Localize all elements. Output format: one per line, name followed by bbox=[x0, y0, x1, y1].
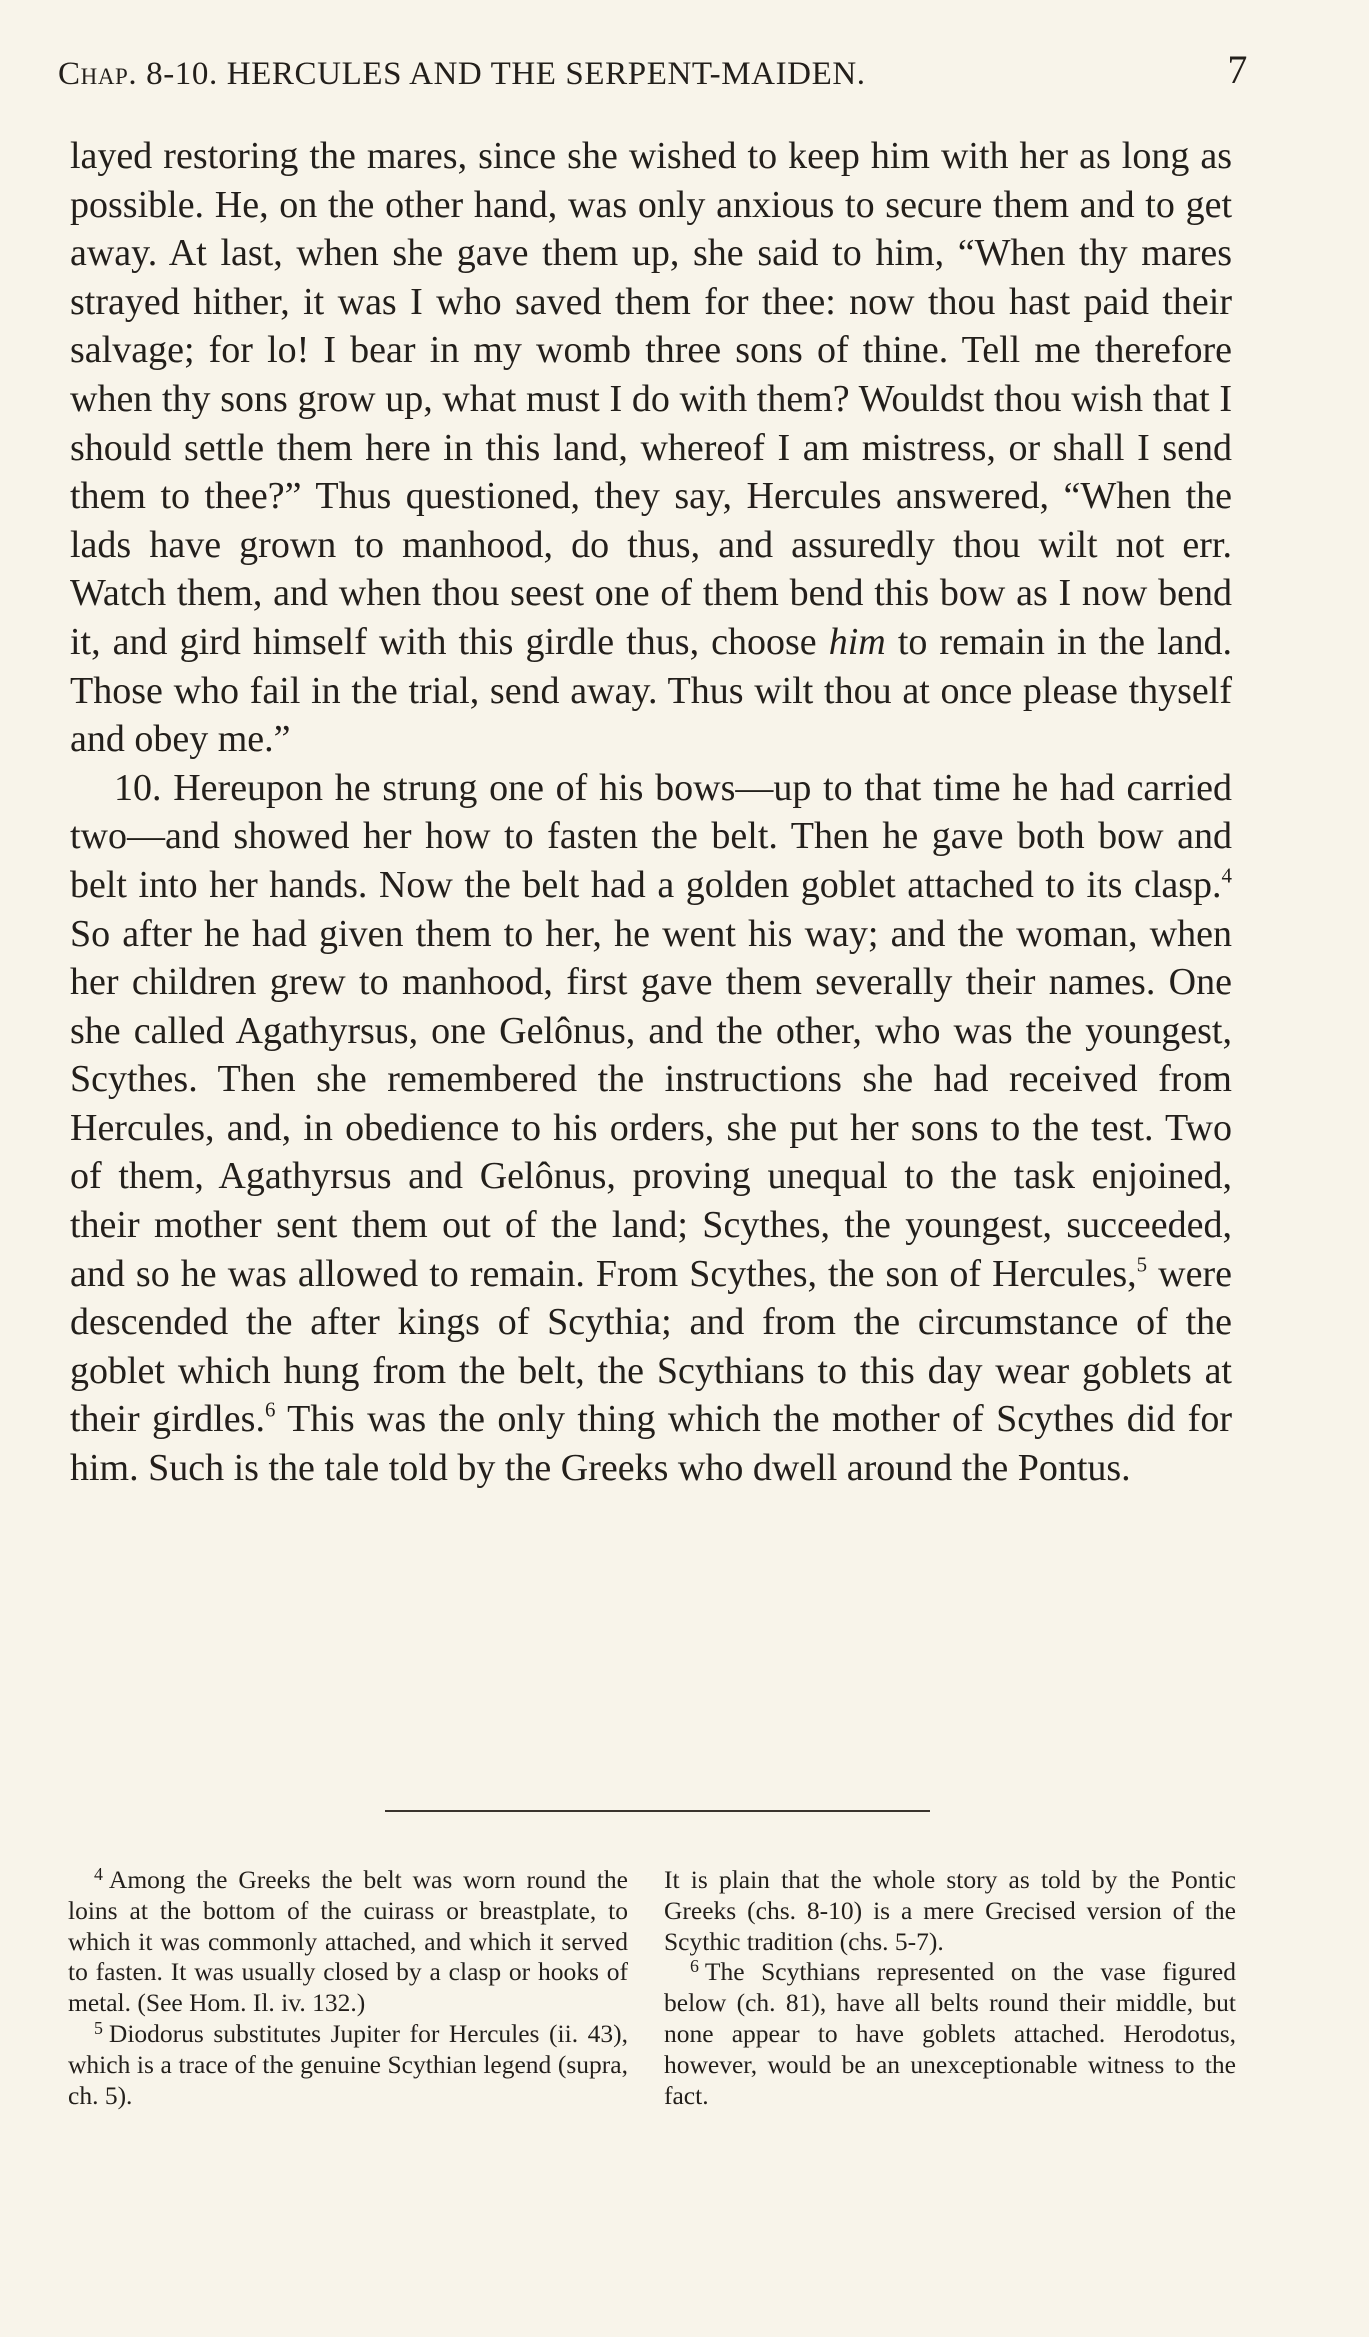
footnote-6-text: The Scythians represented on the vase figured below (ch. 81), have all belts round their middle, but none appear to have goblets attached. Herodotus, however, would be an unexceptionable witness to the fact. bbox=[664, 1957, 1236, 2110]
footnote-5-continuation: It is plain that the whole story as told by the Pontic Greeks (chs. 8-10) is a mere Grecised version of the Scythic tradition (chs. 5-7). bbox=[664, 1865, 1236, 1956]
footnote-6 bbox=[664, 1957, 1236, 2111]
running-title bbox=[58, 56, 866, 93]
footnote-4-mark: 4 bbox=[94, 1863, 103, 1884]
paragraph-1-text: layed restoring the mares, since she wished to keep him with her as long as possible. He, on the other hand, was only anxious to secure them and to get away. At last, when she gave them up, she said to him, “When thy mares strayed hither, it was I who saved them for thee: now thou hast paid their salvage; for lo! I bear in my womb three sons of thine. Tell me therefore when thy sons grow up, what must I do with them? Wouldst thou wish that I should settle them here in this land, whereof I am mistress, or shall I send them to thee?” Thus questioned, they say, Hercules answered, “When the lads have grown to manhood, do thus, and assuredly thou wilt not err. Watch them, and when thou seest one of them bend this bow as I now bend it, and gird himself with this girdle thus, choose bbox=[70, 135, 1232, 663]
header-title: HERCULES AND THE SERPENT-MAIDEN. bbox=[226, 56, 866, 92]
footnote-separator bbox=[385, 1810, 930, 1812]
footnote-5-text: Diodorus substitutes Jupiter for Hercules (ii. 43), which is a trace of the genuine Scythian legend (supra, ch. 5). bbox=[68, 2018, 628, 2110]
footnotes-left-column bbox=[68, 1865, 628, 2111]
main-text bbox=[70, 132, 1232, 1493]
footnote-5 bbox=[68, 2019, 628, 2111]
paragraph-2-text-a: 10. Hereupon he strung one of his bows—up to that time he had carried two—and showed her how to fasten the belt. Then he gave both bow and belt into her hands. Now the belt had a golden goblet attached to its clasp. bbox=[70, 766, 1232, 906]
footnote-ref-4: 4 bbox=[1221, 863, 1232, 888]
footnote-ref-6: 6 bbox=[264, 1397, 276, 1422]
paragraph-2-text-d: This was the only thing which the mother of Scythes did for him. Such is the tale told by the Greeks who dwell around the Pontus. bbox=[70, 1398, 1232, 1490]
paragraph-1 bbox=[70, 132, 1232, 764]
paragraph-2-text-c: were descended the after kings of Scythia; and from the circumstance of the goblet which hung from the belt, the Scythians to this day wear goblets at their girdles. bbox=[70, 1252, 1232, 1441]
italic-him: him bbox=[828, 620, 886, 663]
page-number: 7 bbox=[1227, 47, 1248, 92]
paragraph-1-end: to remain in the land. Those who fail in the trial, send away. Thus wilt thou at once please thyself and obey me.” bbox=[70, 620, 1233, 761]
footnote-4-text: Among the Greeks the belt was worn round the loins at the bottom of the cuirass or breastplate, to which it was commonly attached, and which it served to fasten. It was usually closed by a clasp or hooks of metal. (See Hom. Il. iv. 132.) bbox=[68, 1865, 628, 2018]
footnotes-right-column bbox=[664, 1865, 1236, 2111]
chapter-label: Chap. 8-10. bbox=[58, 56, 218, 92]
paragraph-2-text-b: So after he had given them to her, he went his way; and the woman, when her children grew to manhood, first gave them severally their names. One she called Agathyrsus, one Gelônus, and the other, who was the youngest, Scythes. Then she remembered the instructions she had received from Hercules, and, in obedience to his orders, she put her sons to the test. Two of them, Agathyrsus and Gelônus, proving unequal to the task enjoined, their mother sent them out of the land; Scythes, the youngest, succeeded, and so he was allowed to remain. From Scythes, the son of Hercules, bbox=[70, 912, 1232, 1295]
running-header bbox=[58, 46, 1248, 106]
footnote-5-mark: 5 bbox=[94, 2017, 103, 2038]
paragraph-2 bbox=[70, 764, 1232, 1493]
footnote-4 bbox=[68, 1865, 628, 2019]
footnote-ref-5: 5 bbox=[1136, 1252, 1148, 1277]
footnote-6-mark: 6 bbox=[690, 1956, 699, 1977]
